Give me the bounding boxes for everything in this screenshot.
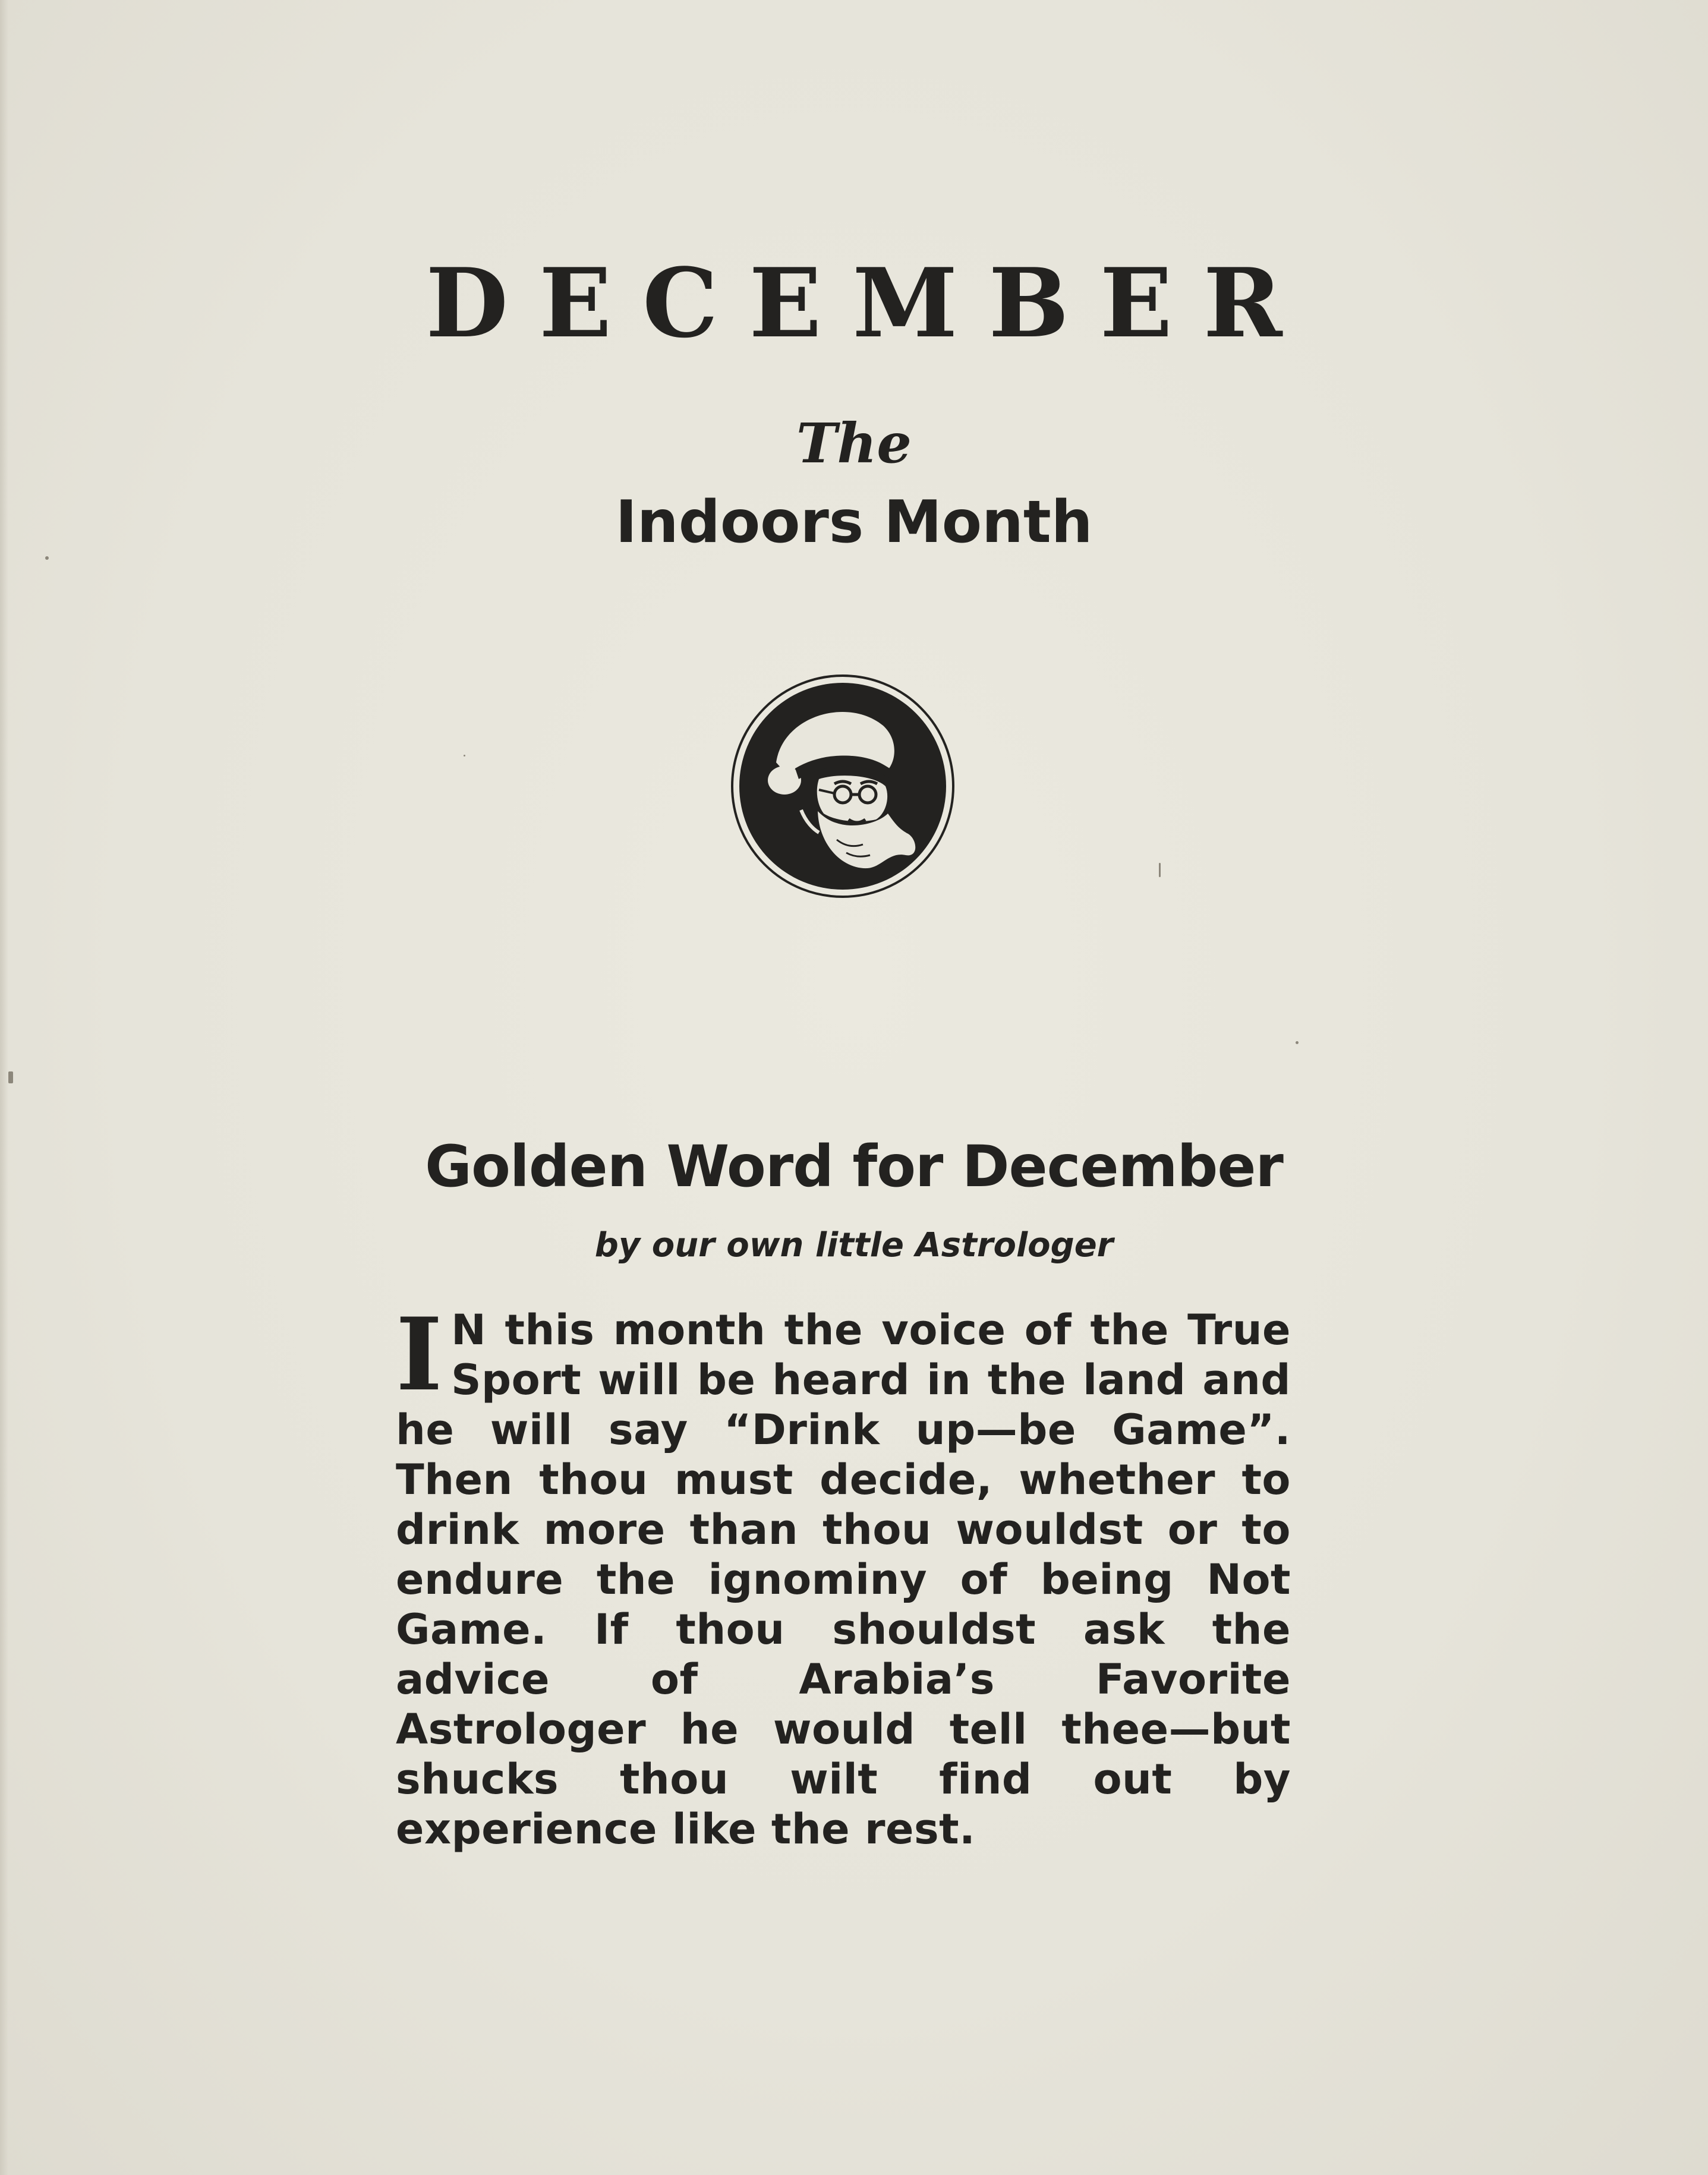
drop-cap: I	[396, 1295, 443, 1413]
article-heading: Golden Word for December	[425, 1133, 1283, 1200]
page-subtitle: Indoors Month	[615, 488, 1093, 556]
article-body-text: N this month the voice of the True Sport will be heard in the land and he will say “Drink up—be Game”. Then thou must decide, whether to drink more than thou wouldst or to endure the ignominy of being Not Game. If thou shouldst ask the advice of Arabia’s Favorite Astrologer he would tell thee—but shucks thou wilt find out by experience like the rest.	[396, 1306, 1291, 1854]
article-body	[396, 1295, 1291, 1854]
paper-speck	[1296, 1041, 1299, 1044]
paper-speck	[1159, 863, 1161, 877]
subtitle-article: The	[796, 411, 912, 475]
article-byline: by our own little Astrologer	[594, 1226, 1114, 1265]
santa-claus-medallion-icon	[730, 673, 956, 899]
paper-speck	[464, 755, 465, 756]
paper-speck	[8, 1071, 13, 1083]
paper-speck	[45, 556, 49, 560]
page-title: DECEMBER	[426, 247, 1313, 359]
